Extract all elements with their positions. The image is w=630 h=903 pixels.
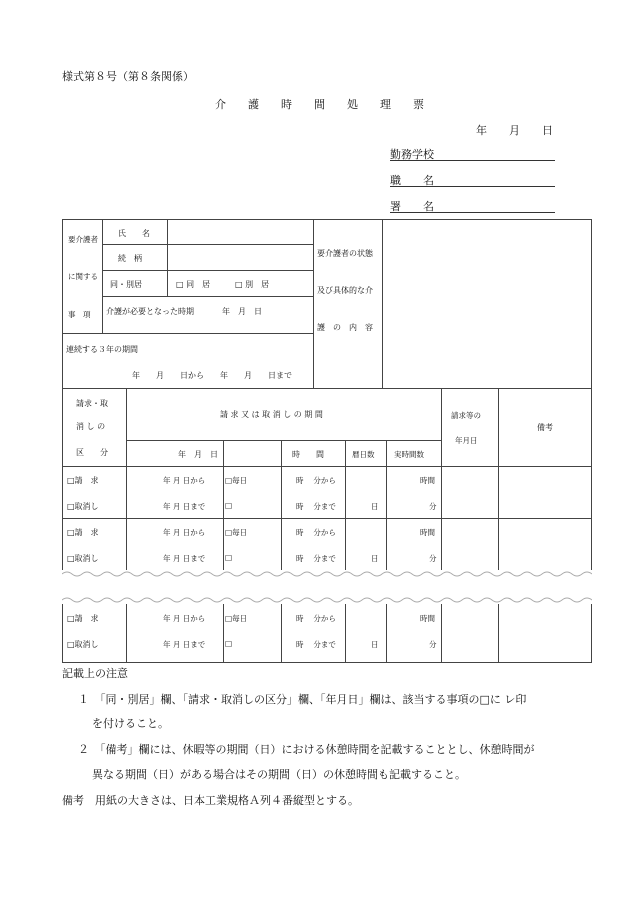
- care-needed-label: 介護が必要となった時期: [106, 307, 194, 316]
- daily-checkbox[interactable]: □毎日: [225, 476, 248, 485]
- request-checkbox[interactable]: □請 求: [67, 614, 99, 623]
- form-number: 様式第８号（第８条関係）: [62, 70, 194, 83]
- time-to[interactable]: 時 分まで: [296, 502, 336, 511]
- consecutive-period-value[interactable]: 年 月 日から 年 月 日まで: [132, 371, 292, 380]
- section-label-care-recipient: 要介護者: [68, 235, 98, 244]
- page-title: 介 護 時 間 処 理 票: [215, 98, 424, 111]
- request-checkbox[interactable]: □請 求: [67, 476, 99, 485]
- note-1-line-1: １ 「同・別居」欄、「請求・取消しの区分」欄、「年月日」欄は、該当する事項の□に レ印: [78, 693, 527, 706]
- position-field[interactable]: 職 名: [390, 172, 555, 187]
- time-to[interactable]: 時 分まで: [296, 554, 336, 563]
- minutes-unit: 分: [429, 502, 437, 511]
- section-label-about: に関する: [68, 272, 98, 281]
- minutes-unit: 分: [429, 640, 437, 649]
- date-to[interactable]: 年 月 日まで: [163, 640, 206, 649]
- signature-field[interactable]: 署 名: [390, 198, 555, 213]
- header-actual-hours: 実時間数: [394, 450, 424, 459]
- school-field[interactable]: 勤務学校: [390, 146, 555, 161]
- paper-size-remark: 備考 用紙の大きさは、日本工業規格Ａ列４番縦型とする。: [62, 794, 359, 807]
- header-request-date-1: 請求等の: [451, 411, 481, 420]
- time-from[interactable]: 時 分から: [296, 614, 336, 623]
- header-request-date-2: 年月日: [455, 436, 478, 445]
- other-checkbox[interactable]: □: [225, 553, 233, 562]
- cancel-checkbox[interactable]: □取消し: [67, 554, 99, 563]
- calendar-days-unit: 日: [371, 554, 379, 563]
- care-needed-date[interactable]: 年 月 日: [222, 307, 262, 316]
- calendar-days-unit: 日: [371, 640, 379, 649]
- header-kind-3: 区 分: [76, 448, 108, 457]
- time-from[interactable]: 時 分から: [296, 476, 336, 485]
- condition-input[interactable]: [383, 220, 590, 387]
- date-from[interactable]: 年 月 日から: [163, 528, 206, 537]
- table-break-mark: [62, 566, 592, 608]
- relation-input[interactable]: [168, 245, 312, 269]
- separate-checkbox[interactable]: □ 別 居: [235, 280, 270, 289]
- hours-unit: 時間: [420, 476, 435, 485]
- date-from[interactable]: 年 月 日から: [163, 476, 206, 485]
- date-line: 年 月 日: [476, 124, 553, 137]
- hours-unit: 時間: [420, 528, 435, 537]
- relation-label: 続 柄: [118, 254, 142, 263]
- time-to[interactable]: 時 分まで: [296, 640, 336, 649]
- header-period: 請 求 又 は 取 消 し の 期 間: [220, 410, 323, 419]
- request-checkbox[interactable]: □請 求: [67, 528, 99, 537]
- other-checkbox[interactable]: □: [225, 501, 233, 510]
- name-label: 氏 名: [118, 229, 150, 238]
- time-from[interactable]: 時 分から: [296, 528, 336, 537]
- date-from[interactable]: 年 月 日から: [163, 614, 206, 623]
- consecutive-period-label: 連続する３年の期間: [66, 345, 138, 354]
- note-2-line-1: ２ 「備考」欄には、休暇等の期間（日）における休憩時間を記載することとし、休憩時間が: [78, 743, 535, 756]
- header-calendar-days: 暦日数: [352, 450, 375, 459]
- condition-label-3: 護 の 内 容: [317, 323, 373, 332]
- cancel-checkbox[interactable]: □取消し: [67, 640, 99, 649]
- condition-label-2: 及び具体的な介: [317, 286, 373, 295]
- header-time: 時 間: [292, 450, 324, 459]
- minutes-unit: 分: [429, 554, 437, 563]
- date-to[interactable]: 年 月 日まで: [163, 554, 206, 563]
- name-input[interactable]: [168, 220, 312, 244]
- header-remarks: 備考: [537, 423, 553, 432]
- notes-heading: 記載上の注意: [62, 667, 128, 680]
- other-checkbox[interactable]: □: [225, 639, 233, 648]
- cohabit-checkbox[interactable]: □ 同 居: [176, 280, 211, 289]
- header-kind-2: 消 し の: [76, 422, 106, 431]
- header-kind-1: 請求・取: [76, 399, 108, 408]
- condition-label-1: 要介護者の状態: [317, 249, 373, 258]
- calendar-days-unit: 日: [371, 502, 379, 511]
- hours-unit: 時間: [420, 614, 435, 623]
- daily-checkbox[interactable]: □毎日: [225, 528, 248, 537]
- note-1-line-2: を付けること。: [92, 717, 169, 730]
- note-2-line-2: 異なる期間（日）がある場合はその期間（日）の休憩時間も記載すること。: [92, 768, 466, 781]
- daily-checkbox[interactable]: □毎日: [225, 614, 248, 623]
- cancel-checkbox[interactable]: □取消し: [67, 502, 99, 511]
- date-to[interactable]: 年 月 日まで: [163, 502, 206, 511]
- header-date: 年 月 日: [178, 450, 218, 459]
- section-label-matters: 事 項: [68, 310, 91, 319]
- cohabitation-label: 同・別居: [110, 280, 142, 289]
